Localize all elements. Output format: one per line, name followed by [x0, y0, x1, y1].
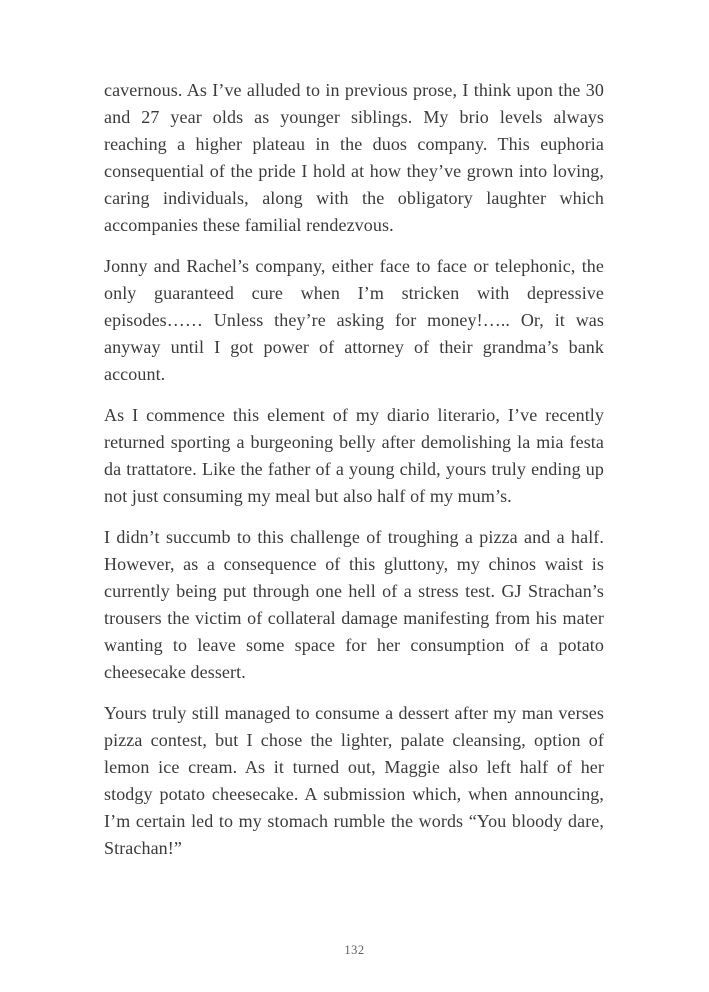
page-number: 132: [344, 943, 365, 957]
page-footer: [0, 941, 709, 959]
paragraph-5: Yours truly still managed to consume a dessert after my man verses pizza contest, but I chose the lighter, palate cleansing, option of lemon ice cream. As it turned out, Maggie also left half of her stodgy potato cheesecake. A submission which, when announcing, I’m certain led to my stomach rumble the words “You bloody dare, Strachan!”: [104, 703, 604, 858]
page-text-block: [104, 77, 604, 876]
paragraph-1: cavernous. As I’ve alluded to in previous prose, I think upon the 30 and 27 year olds as younger siblings. My brio levels always reaching a higher plateau in the duos company. This euphoria consequential of the pride I hold at how they’ve grown into loving, caring individuals, along with the obligatory laughter which accompanies these familial rendezvous.: [104, 80, 604, 235]
paragraph-2: Jonny and Rachel’s company, either face to face or telephonic, the only guaranteed cure when I’m stricken with depressive episodes…… Unless they’re asking for money!….. Or, it was anyway until I got power of attorney of their grandma’s bank account.: [104, 256, 604, 384]
paragraph-4: I didn’t succumb to this challenge of troughing a pizza and a half. However, as a consequence of this gluttony, my chinos waist is currently being put through one hell of a stress test. GJ Strachan’s trousers the victim of collateral damage manifesting from his mater wanting to leave some space for her consumption of a potato cheesecake dessert.: [104, 527, 604, 682]
paragraph-3: As I commence this element of my diario literario, I’ve recently returned sporting a burgeoning belly after demolishing la mia festa da trattatore. Like the father of a young child, yours truly ending up not just consuming my meal but also half of my mum’s.: [104, 405, 604, 506]
